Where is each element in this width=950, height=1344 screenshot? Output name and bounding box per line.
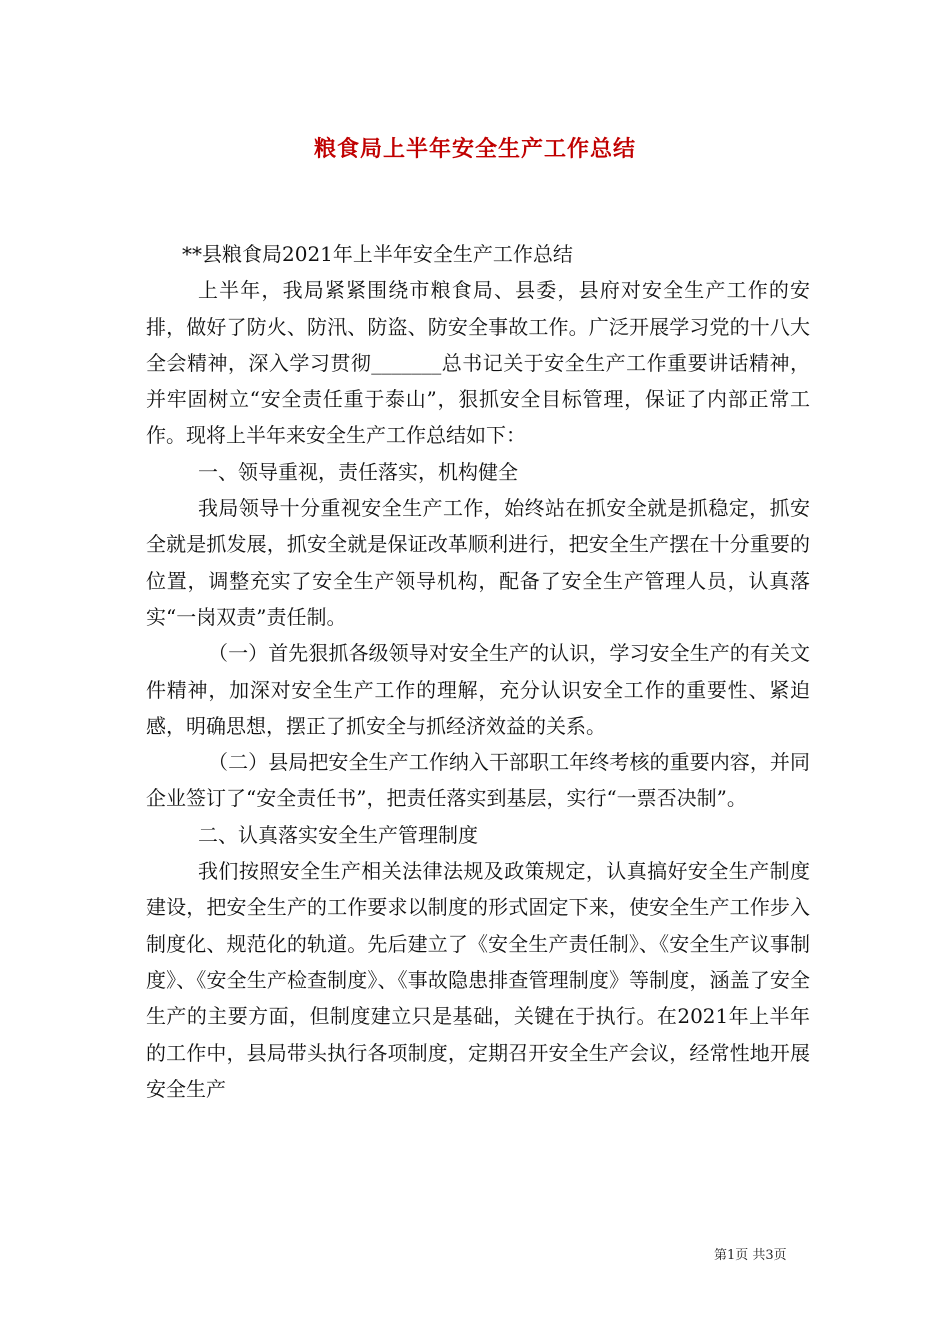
document-subtitle: **县粮食局2021年上半年安全生产工作总结 (182, 242, 573, 266)
paragraph-item-2: （二）县局把安全生产工作纳入干部职工年终考核的重要内容，并同企业签订了“安全责任书”，把责任落实到基层，实行“一票否决制”。 (146, 750, 810, 811)
document-body (146, 236, 810, 1107)
paragraph-intro: 上半年，我局紧紧围绕市粮食局、县委，县府对安全生产工作的安排，做好了防火、防汛、防盗、防安全事故工作。广泛开展学习党的十八大全会精神，深入学习贯彻_______总书记关于安全生产工作重要讲话精神，并牢固树立“安全责任重于泰山”，狠抓安全目标管理，保证了内部正常工作。现将上半年来安全生产工作总结如下： (146, 278, 810, 448)
paragraph-leadership: 我局领导十分重视安全生产工作，始终站在抓安全就是抓稳定，抓安全就是抓发展，抓安全就是保证改革顺利进行，把安全生产摆在十分重要的位置，调整充实了安全生产领导机构，配备了安全生产管理人员，认真落实“一岗双责”责任制。 (146, 496, 810, 629)
paragraph-rules: 我们按照安全生产相关法律法规及政策规定，认真搞好安全生产制度建设，把安全生产的工作要求以制度的形式固定下来，使安全生产工作步入制度化、规范化的轨道。先后建立了《安全生产责任制》、《安全生产议事制度》、《安全生产检查制度》、《事故隐患排查管理制度》等制度，涵盖了安全生产的主要方面，但制度建立只是基础，关键在于执行。在2021年上半年的工作中，县局带头执行各项制度，定期召开安全生产会议，经常性地开展安全生产 (146, 859, 810, 1101)
section-heading-1: 一、领导重视，责任落实，机构健全 (198, 459, 518, 484)
page-number: 第1页 共3页 (714, 1248, 787, 1263)
section-heading-2: 二、认真落实安全生产管理制度 (198, 822, 478, 847)
paragraph-item-1: （一）首先狠抓各级领导对安全生产的认识，学习安全生产的有关文件精神，加深对安全生产工作的理解，充分认识安全工作的重要性、紧迫感，明确思想，摆正了抓安全与抓经济效益的关系。 (146, 641, 810, 738)
document-title: 粮食局上半年安全生产工作总结 (313, 137, 636, 162)
